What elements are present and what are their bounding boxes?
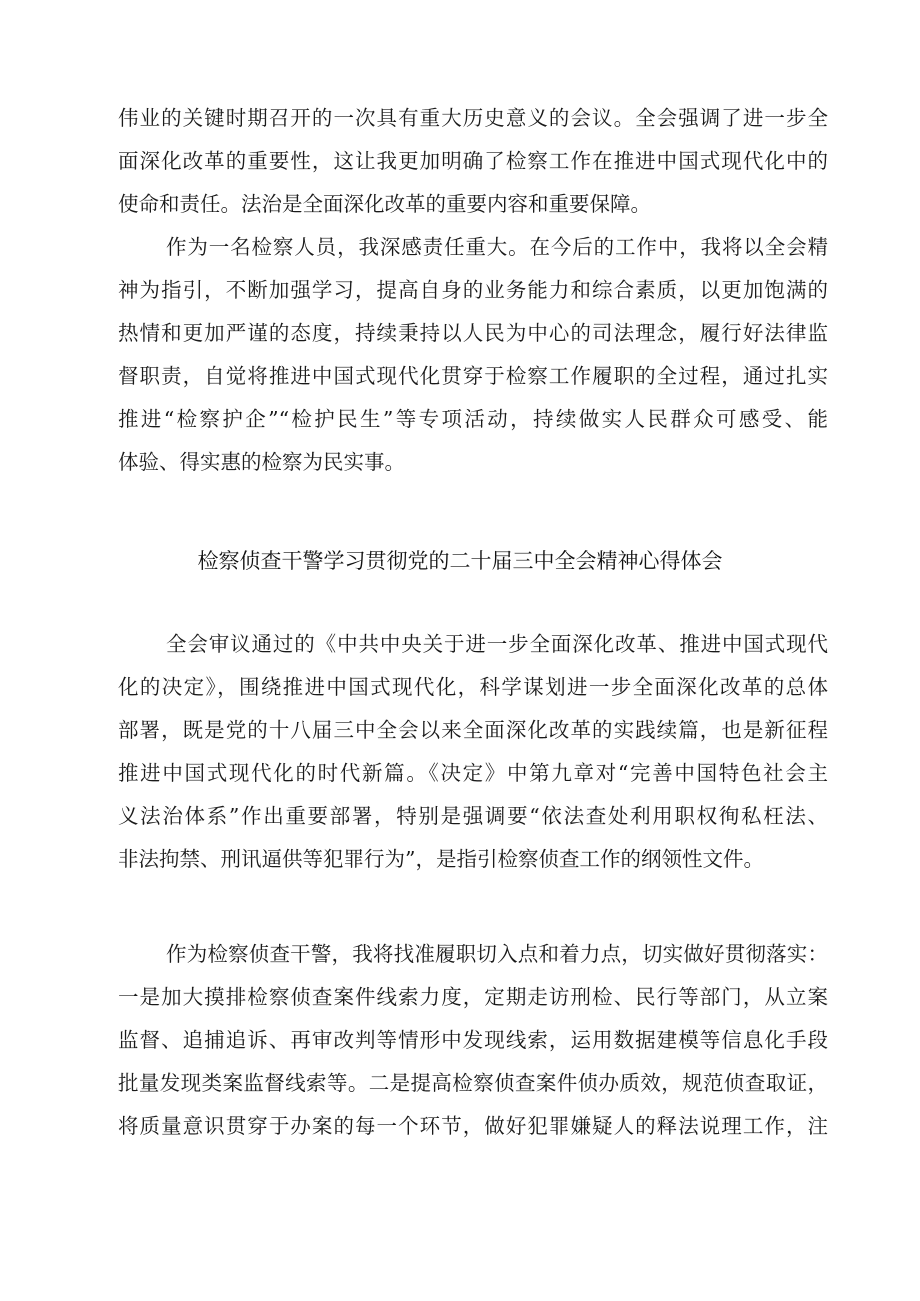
text-line: 神为指引，不断加强学习，提高自身的业务能力和综合素质，以更加饱满的	[118, 278, 828, 302]
text-line: 非法拘禁、刑讯逼供等犯罪行为”，是指引检察侦查工作的纲领性文件。	[118, 847, 764, 871]
text-line: 监督、追捕追诉、再审改判等情形中发现线索，运用数据建模等信息化手段	[118, 1028, 828, 1052]
text-line: 使命和责任。法治是全面深化改革的重要内容和重要保障。	[118, 192, 651, 216]
text-line: 面深化改革的重要性，这让我更加明确了检察工作在推进中国式现代化中的	[118, 149, 828, 173]
paragraph-first-line: 作为一名检察人员，我深感责任重大。在今后的工作中，我将以全会精	[166, 235, 828, 259]
text-line: 督职责，自觉将推进中国式现代化贯穿于检察工作履职的全过程，通过扎实	[118, 364, 828, 388]
text-line: 一是加大摸排检察侦查案件线索力度，定期走访刑检、民行等部门，从立案	[118, 985, 828, 1009]
text-line: 批量发现类案监督线索等。二是提高检察侦查案件侦办质效，规范侦查取证，	[118, 1071, 828, 1095]
paragraph-first-line: 全会审议通过的《中共中央关于进一步全面深化改革、推进中国式现代	[166, 632, 828, 656]
text-line: 推进“检察护企”“检护民生”等专项活动，持续做实人民群众可感受、能	[118, 407, 828, 431]
text-line: 义法治体系”作出重要部署，特别是强调要“依法查处利用职权徇私枉法、	[118, 804, 828, 828]
text-line: 伟业的关键时期召开的一次具有重大历史意义的会议。全会强调了进一步全	[118, 106, 828, 130]
paragraph-first-line: 作为检察侦查干警，我将找准履职切入点和着力点，切实做好贯彻落实：	[166, 942, 828, 966]
text-line: 体验、得实惠的检察为民实事。	[118, 450, 405, 474]
text-line: 推进中国式现代化的时代新篇。《决定》中第九章对“完善中国特色社会主	[118, 761, 828, 785]
text-line: 部署，既是党的十八届三中全会以来全面深化改革的实践续篇，也是新征程	[118, 718, 828, 742]
text-line: 将质量意识贯穿于办案的每一个环节，做好犯罪嫌疑人的释法说理工作，注	[118, 1114, 828, 1138]
text-line: 化的决定》，围绕推进中国式现代化，科学谋划进一步全面深化改革的总体	[118, 675, 828, 699]
text-line: 热情和更加严谨的态度，持续秉持以人民为中心的司法理念，履行好法律监	[118, 321, 828, 345]
article-title: 检察侦查干警学习贯彻党的二十届三中全会精神心得体会	[197, 549, 723, 573]
